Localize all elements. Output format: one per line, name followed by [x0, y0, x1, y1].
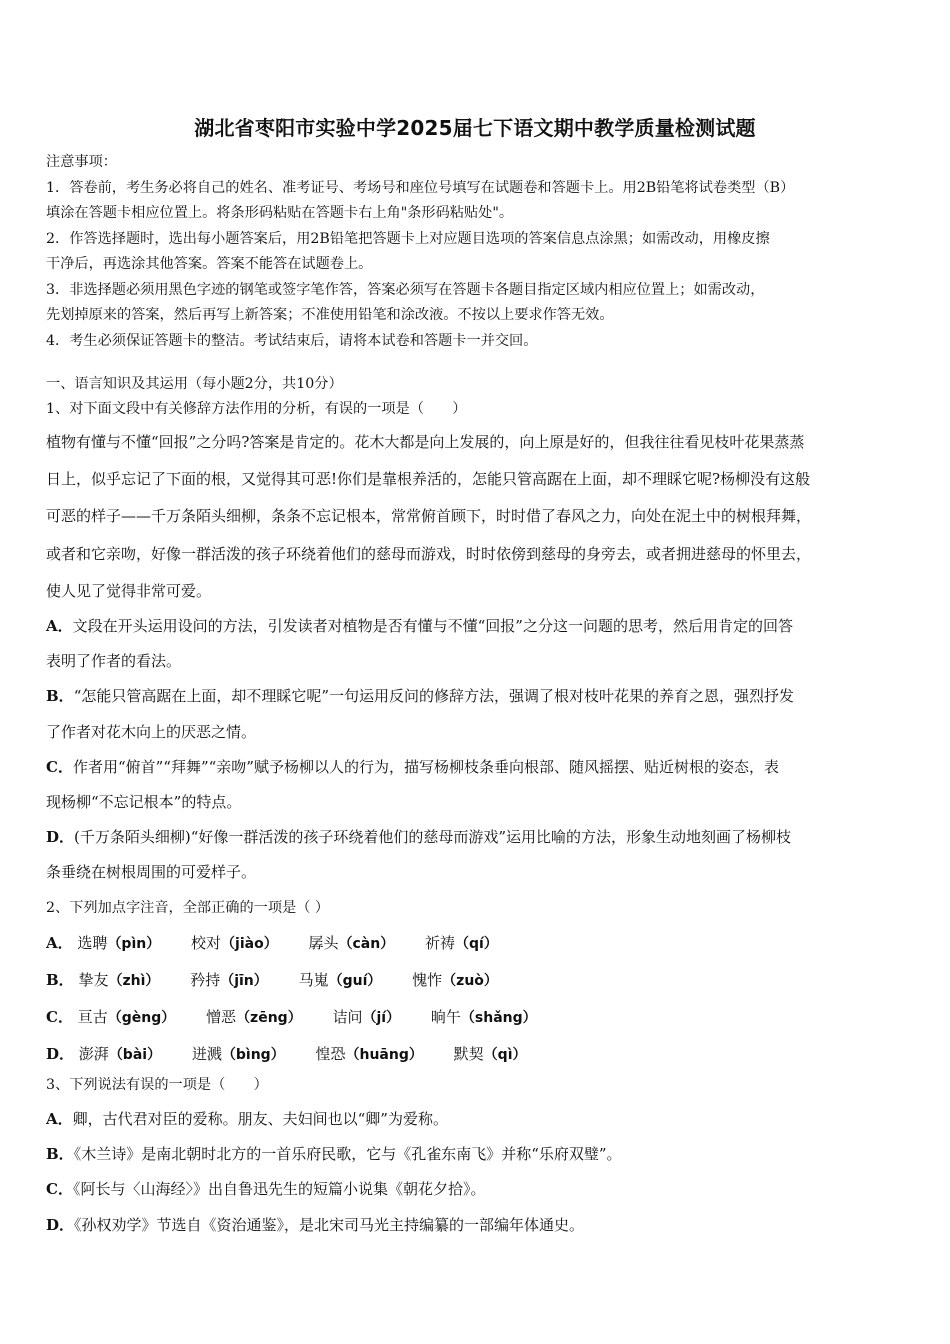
notice-line: 填涂在答题卡相应位置上。将条形码粘贴在答题卡右上角"条形码粘贴处"。: [46, 205, 514, 221]
option-text: 卿，古代君对臣的爱称。朋友、夫妇间也以“卿”为爱称。: [72, 1110, 448, 1128]
option-label: D．: [46, 1045, 75, 1063]
pinyin: （qí）: [455, 936, 498, 952]
option-text: 文段在开头运用设问的方法，引发读者对植物是否有懂与不懂“回报”之分这一问题的思考，然后用肯定的回答: [72, 617, 793, 635]
option-c: [46, 999, 908, 1036]
option-label: A．: [46, 1110, 73, 1128]
option-c: [46, 1172, 908, 1207]
option-label: C．: [46, 757, 73, 776]
question-stem: 3、下列说法有误的一项是（ ）: [46, 1077, 268, 1093]
word: 默契: [453, 1045, 484, 1063]
notice-line: 2．作答选择题时，选出每小题答案后，用2B铅笔把答题卡上对应题目选项的答案信息点涂黑；如需改动，用橡皮擦: [46, 230, 770, 247]
word: 校对: [191, 934, 222, 952]
option-b: [46, 1137, 908, 1172]
option-b: [46, 962, 908, 999]
pinyin: （jīn）: [220, 973, 268, 989]
option-a: [46, 925, 908, 962]
pinyin: （pìn）: [107, 936, 161, 952]
pinyin: （gèng）: [107, 1010, 176, 1026]
option-c-cont: 现杨柳“不忘记根本”的特点。: [46, 793, 242, 812]
option-text: 《阿长与〈山海经〉》出自鲁迅先生的短篇小说集《朝花夕拾》。: [72, 1180, 486, 1199]
option-a: [46, 1102, 908, 1137]
option-label: C．: [46, 1008, 73, 1026]
question-1-stem: [46, 397, 908, 422]
passage-line: 可恶的样子——千万条陌头细柳，条条不忘记根本，常常俯首顾下，时时借了春风之力，向处在泥土中的树根拜舞，: [46, 507, 812, 526]
option-a: [46, 609, 908, 644]
question-2-stem: [46, 896, 908, 921]
notice-line: 干净后，再选涂其他答案。答案不能答在试题卷上。: [46, 256, 373, 272]
word: 矜持: [190, 971, 221, 989]
question-3-options: [46, 1102, 908, 1243]
pinyin: （zhì）: [108, 973, 160, 989]
word: 迸溅: [191, 1045, 222, 1063]
option-d-cont: 条垂绕在树根周围的可爱样子。: [46, 863, 257, 882]
option-d: [46, 1036, 908, 1073]
pinyin: （jiào）: [221, 936, 278, 952]
passage-line: 日上，似乎忘记了下面的根，又觉得其可恶!你们是靠根养活的，怎能只管高踞在上面，却不理睬它呢?杨柳没有这般: [46, 470, 811, 489]
option-text: 《孙权劝学》节选自《资治通鉴》，是北宋司马光主持编纂的一部编年体通史。: [74, 1215, 585, 1234]
option-b-cont: 了作者对花木向上的厌恶之情。: [46, 722, 257, 741]
pinyin: （qì）: [483, 1047, 527, 1063]
question-stem: 2、下列加点字注音，全部正确的一项是（ ）: [46, 900, 330, 916]
word: 选聘: [77, 934, 108, 952]
passage-line: 使人见了觉得非常可爱。: [46, 581, 212, 600]
option-text: (千万条陌头细柳)“好像一群活泼的孩子环绕着他们的慈母而游戏”运用比喻的方法，形象生动地刻画了杨柳枝: [74, 828, 792, 847]
option-a-cont: 表明了作者的看法。: [46, 652, 182, 671]
pinyin: （huāng）: [345, 1047, 423, 1063]
question-1-passage: [46, 424, 908, 610]
word: 晌午: [430, 1008, 461, 1026]
word: 马嵬: [298, 971, 329, 989]
pinyin: （jí）: [362, 1010, 401, 1026]
word: 澎湃: [78, 1045, 109, 1063]
option-c: [46, 750, 908, 785]
page-title: 湖北省枣阳市实验中学2025届七下语文期中教学质量检测试题: [194, 116, 756, 140]
option-d: [46, 820, 908, 855]
option-label: B．: [46, 687, 74, 706]
option-label: D．: [46, 1215, 75, 1234]
passage-line: 或者和它亲吻，好像一群活泼的孩子环绕着他们的慈母而游戏，时时依傍到慈母的身旁去，或者拥进慈母的怀里去，: [46, 544, 812, 563]
pinyin: （guí）: [328, 973, 382, 989]
option-label: B．: [46, 1145, 74, 1164]
word: 孱头: [308, 934, 339, 952]
word: 亘古: [77, 1008, 108, 1026]
pinyin: （càn）: [338, 936, 395, 952]
notice-line: 先划掉原来的答案，然后再写上新答案；不准使用铅笔和涂改液。不按以上要求作答无效。: [46, 307, 614, 323]
notice-block: [46, 150, 908, 354]
option-label: A．: [46, 617, 73, 635]
pinyin: （zēng）: [236, 1010, 302, 1026]
option-text: “怎能只管高踞在上面，却不理睬它呢”一句运用反问的修辞方法，强调了根对枝叶花果的养育之恩，强烈抒发: [73, 687, 795, 706]
option-text: 《木兰诗》是南北朝时北方的一首乐府民歌，它与《孔雀东南飞》并称“乐府双璧”。: [73, 1145, 622, 1164]
option-label: C．: [46, 1180, 73, 1199]
pinyin: （zuò）: [442, 973, 498, 989]
word: 诘问: [332, 1008, 363, 1026]
option-label: B．: [46, 971, 74, 989]
section-heading: 一、语言知识及其运用（每小题2分，共10分）: [46, 376, 343, 392]
word: 愧怍: [412, 971, 443, 989]
option-text: 作者用“俯首”“拜舞”“亲吻”赋予杨柳以人的行为，描写杨柳枝条垂向根部、随风摇摆、贴近树根的姿态，表: [72, 757, 779, 776]
word: 憎恶: [206, 1008, 237, 1026]
notice-line: 4．考生必须保证答题卡的整洁。考试结束后，请将本试卷和答题卡一并交回。: [46, 332, 538, 349]
option-d: [46, 1208, 908, 1243]
word: 惶恐: [315, 1045, 346, 1063]
notice-heading: 注意事项：: [46, 154, 117, 170]
pinyin: （shǎng）: [460, 1010, 537, 1026]
option-label: D．: [46, 828, 75, 847]
notice-line: 3．非选择题必须用黑色字迹的钢笔或签字笔作答，答案必须写在答题卡各题目指定区域内相应位置上；如需改动，: [46, 281, 765, 298]
notice-line: 1．答卷前，考生务必将自己的姓名、准考证号、考场号和座位号填写在试题卷和答题卡上。用2B铅笔将试卷类型（B）: [46, 179, 795, 196]
passage-line: 植物有懂与不懂“回报”之分吗?答案是肯定的。花木大都是向上发展的，向上原是好的，但我往往看见枝叶花果蒸蒸: [46, 433, 805, 451]
word: 祈祷: [425, 934, 456, 952]
question-stem: 1、对下面文段中有关修辞方法作用的分析，有误的一项是（ ）: [46, 401, 467, 417]
question-3-stem: [46, 1073, 908, 1098]
option-label: A．: [46, 934, 73, 952]
question-2-options: [46, 925, 908, 1073]
pinyin: （bìng）: [221, 1047, 285, 1063]
question-1-options: [46, 609, 908, 891]
word: 挚友: [78, 971, 109, 989]
option-b: [46, 679, 908, 714]
pinyin: （bài）: [108, 1047, 162, 1063]
